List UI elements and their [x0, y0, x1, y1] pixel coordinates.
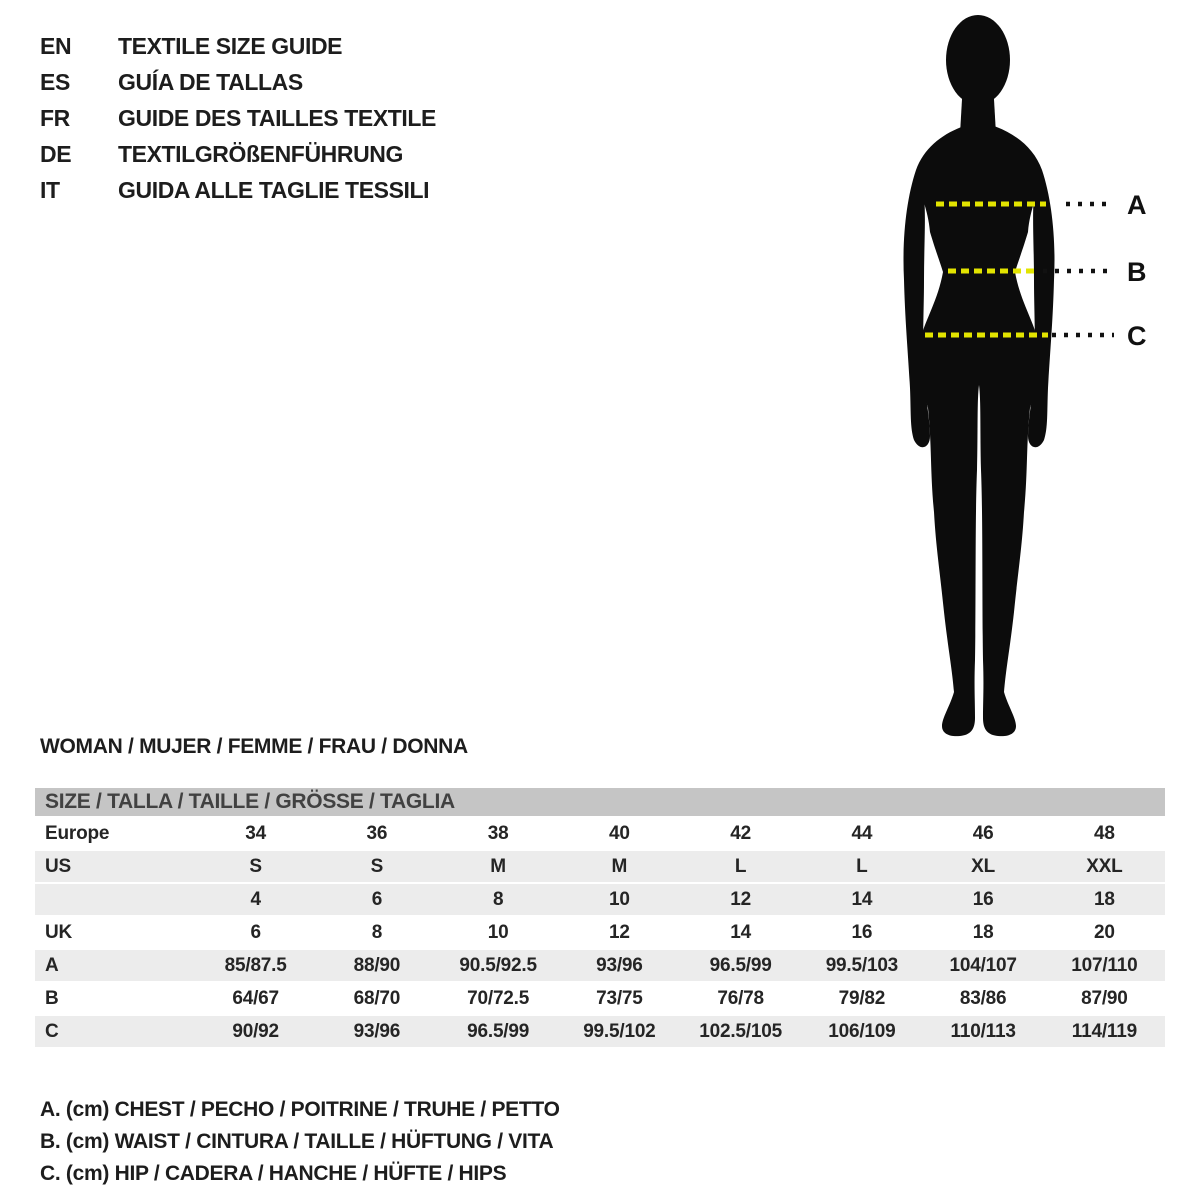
size-cell: 96.5/99 — [709, 954, 772, 976]
size-cell: 46 — [972, 822, 994, 844]
size-cell: XXL — [1086, 855, 1123, 877]
size-cell: 93/96 — [596, 954, 643, 976]
language-title: GUIDE DES TAILLES TEXTILE — [118, 104, 436, 131]
language-title: TEXTILGRÖßENFÜHRUNG — [118, 140, 403, 167]
woman-silhouette-left-arm — [904, 170, 931, 447]
row-label: UK — [45, 921, 73, 943]
language-title: TEXTILE SIZE GUIDE — [118, 32, 343, 59]
size-cell: 104/107 — [949, 954, 1017, 976]
measurement-figure-svg — [880, 0, 1200, 760]
size-cell: M — [490, 855, 506, 877]
size-cell: 79/82 — [838, 987, 886, 1009]
size-cell: 10 — [609, 888, 630, 910]
size-cell: 12 — [609, 921, 630, 943]
language-row-fr — [40, 100, 436, 136]
language-row-en — [40, 28, 436, 64]
size-cell: 16 — [851, 921, 873, 943]
language-row-es — [40, 64, 436, 100]
language-code: IT — [40, 176, 60, 203]
marker-label-b: B — [1127, 257, 1147, 287]
table-row-us-numeric — [35, 884, 1165, 915]
table-row-waist-b — [35, 983, 1165, 1014]
size-cell: 90.5/92.5 — [459, 954, 537, 976]
woman-silhouette-right-arm — [1028, 170, 1055, 447]
size-cell: 70/72.5 — [467, 987, 530, 1009]
size-cell: 114/119 — [1071, 1020, 1137, 1042]
language-title: GUÍA DE TALLAS — [118, 68, 303, 95]
size-cell: 14 — [851, 888, 873, 910]
size-cell: 85/87.5 — [224, 954, 287, 976]
size-cell: 90/92 — [232, 1020, 279, 1042]
table-row-chest-a — [35, 950, 1165, 981]
row-label: A — [45, 954, 59, 976]
size-table-header: SIZE / TALLA / TAILLE / GRÖSSE / TAGLIA — [35, 788, 1165, 816]
language-code: EN — [40, 32, 72, 59]
size-cell: 83/86 — [959, 987, 1007, 1009]
size-cell: 88/90 — [353, 954, 401, 976]
size-cell: 8 — [492, 888, 504, 910]
size-cell: 76/78 — [717, 987, 764, 1009]
size-cell: 107/110 — [1071, 954, 1138, 976]
size-cell: 18 — [1094, 888, 1115, 910]
size-cell: 93/96 — [353, 1020, 401, 1042]
size-cell: 20 — [1094, 921, 1115, 943]
size-cell: 68/70 — [353, 987, 401, 1009]
size-cell: 18 — [972, 921, 994, 943]
size-table-body — [35, 818, 1165, 1047]
row-label: C — [45, 1020, 59, 1042]
size-table — [35, 788, 1165, 1049]
measurement-notes — [40, 1094, 560, 1190]
size-cell: 36 — [366, 822, 388, 844]
note-chest: A. (cm) CHEST / PECHO / POITRINE / TRUHE / PETTO — [40, 1098, 560, 1121]
size-cell: M — [611, 855, 628, 877]
size-cell: 110/113 — [950, 1020, 1016, 1042]
size-cell: 48 — [1094, 822, 1115, 844]
size-cell: 6 — [250, 921, 261, 943]
note-waist: B. (cm) WAIST / CINTURA / TAILLE / HÜFTUNG / VITA — [40, 1130, 554, 1153]
note-hip: C. (cm) HIP / CADERA / HANCHE / HÜFTE / HIPS — [40, 1162, 507, 1185]
size-cell: 12 — [730, 888, 751, 910]
size-cell: 42 — [730, 822, 751, 844]
table-row-us — [35, 851, 1165, 882]
language-title: GUIDA ALLE TAGLIE TESSILI — [118, 176, 430, 203]
size-cell: 102.5/105 — [699, 1020, 782, 1042]
row-label: B — [45, 987, 59, 1009]
size-cell: 106/109 — [828, 1020, 896, 1042]
language-code: DE — [40, 140, 72, 167]
size-cell: 34 — [245, 822, 266, 844]
gender-section-title: WOMAN / MUJER / FEMME / FRAU / DONNA — [40, 735, 468, 758]
language-code: FR — [40, 104, 70, 131]
language-title-list — [40, 28, 436, 208]
measurement-figure — [880, 0, 1200, 760]
size-cell: 8 — [371, 921, 383, 943]
size-cell: 73/75 — [596, 987, 643, 1009]
language-row-it — [40, 172, 436, 208]
size-cell: L — [856, 855, 868, 877]
size-cell: 38 — [487, 822, 509, 844]
size-cell: 14 — [730, 921, 751, 943]
size-cell: 6 — [371, 888, 383, 910]
language-code: ES — [40, 68, 70, 95]
size-cell: 96.5/99 — [467, 1020, 530, 1042]
size-cell: 64/67 — [232, 987, 279, 1009]
size-cell: 44 — [851, 822, 873, 844]
size-cell: 99.5/103 — [825, 954, 899, 976]
size-cell: S — [370, 855, 384, 877]
size-cell: S — [249, 855, 262, 877]
row-label: Europe — [45, 822, 110, 844]
size-cell: 87/90 — [1081, 987, 1128, 1009]
size-cell: 40 — [609, 822, 630, 844]
table-row-europe — [35, 818, 1165, 849]
marker-label-c: C — [1127, 321, 1147, 351]
size-cell: 99.5/102 — [583, 1020, 656, 1042]
size-cell: 16 — [972, 888, 994, 910]
size-cell: 4 — [250, 888, 261, 910]
size-cell: XL — [971, 855, 996, 877]
marker-label-a: A — [1127, 190, 1147, 220]
row-label: US — [45, 855, 71, 877]
size-cell: L — [734, 855, 747, 877]
woman-silhouette-body — [916, 126, 1042, 736]
table-row-hip-c — [35, 1016, 1165, 1047]
table-row-uk — [35, 917, 1165, 948]
size-cell: 10 — [487, 921, 509, 943]
language-row-de — [40, 136, 436, 172]
